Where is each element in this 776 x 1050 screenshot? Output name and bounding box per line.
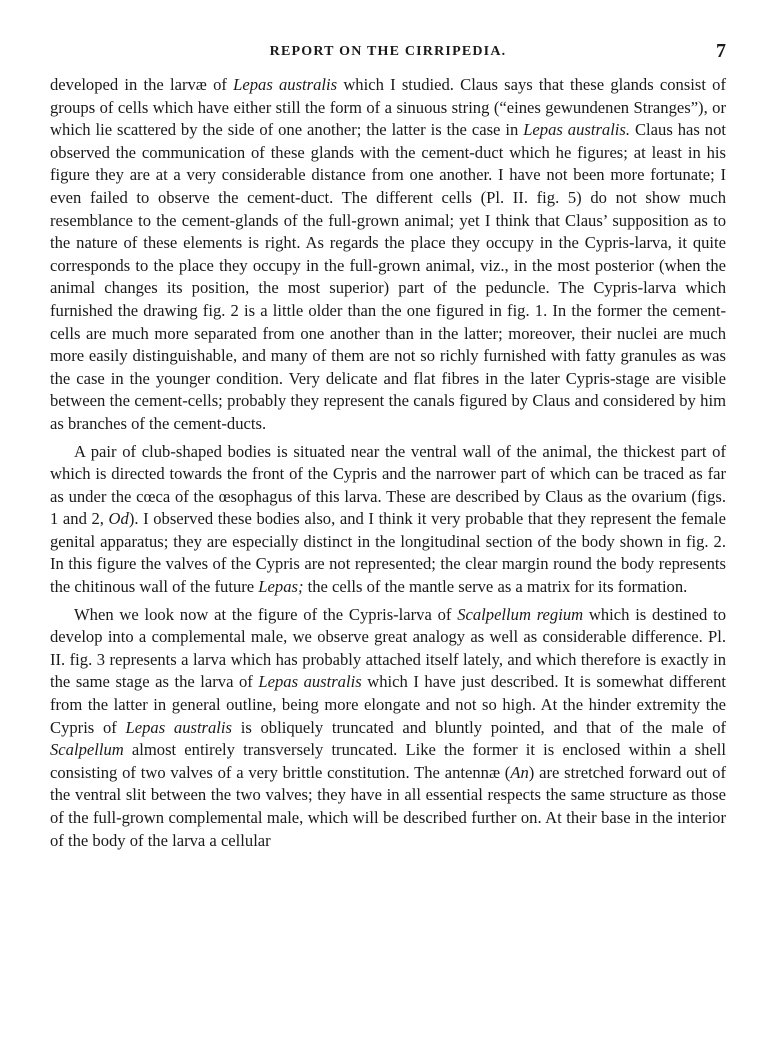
text-span: ) are stretched forward out of the ventral slit between the two valves; they have in all essential respects the same structure as those of the full-grown complemental male, which will be described further on. At their base in the interior of the body of the larva a cellular	[50, 762, 727, 850]
page	[50, 40, 726, 852]
paragraph-3	[50, 604, 726, 853]
paragraph-2	[50, 441, 726, 599]
figure-label: An	[510, 762, 529, 782]
text-span: ). I observed these bodies also, and I think it very probable that they represent the female genital apparatus; they are especially distinct in the longitudinal section of the body shown in fig. 2. In this figure the valves of the Cypris are not represented; the clear margin round the body represents the chitinous wall of the future	[50, 509, 726, 597]
text-span: which I have just described. It is somewhat different from the latter in general outline, being more elongate and not so high. At the hinder extremity the Cypris of	[50, 672, 726, 737]
species-name: Lepas australis	[233, 75, 338, 94]
text-span: is obliquely truncated and bluntly pointed, and that of the male of	[232, 717, 727, 737]
running-title: REPORT ON THE CIRRIPEDIA.	[269, 44, 507, 59]
text-span: A pair of club-shaped bodies is situated near the ventral wall of the animal, the thickest part of which is directed towards the front of the Cypris and the narrower part of which can be traced as far as under the cœca of the œsophagus of this larva. These are described by Claus as the ovarium (figs. 1 and 2,	[50, 441, 726, 529]
figure-label: Od	[108, 509, 129, 529]
text-span: the cells of the mantle serve as a matrix for its formation.	[303, 577, 688, 597]
body-text	[50, 74, 726, 852]
species-name: Lepas australis.	[523, 120, 631, 140]
page-number: 7	[716, 40, 726, 62]
paragraph-1	[50, 74, 726, 436]
genus-name: Lepas;	[258, 577, 304, 597]
species-name: Lepas australis	[258, 672, 362, 692]
genus-name: Scalpellum	[50, 740, 124, 760]
text-span: When we look now at the figure of the Cypris-larva of	[74, 604, 458, 624]
text-span: almost entirely transversely truncated. Like the former it is enclosed within a shell consisting of two valves of a very brittle constitution. The antennæ (	[50, 740, 726, 782]
species-name: Scalpellum regium	[457, 604, 584, 624]
species-name: Lepas australis	[125, 717, 232, 737]
text-span: which is destined to develop into a complemental male, we observe great analogy as well as considerable difference. Pl. II. fig. 3 represents a larva which has probably attached itself lately, and which therefore is exactly in the same stage as the larva of	[50, 604, 726, 692]
text-span: which I studied. Claus says that these glands consist of groups of cells which have either still the form of a sinuous string (“eines gewundenen Stranges”), or which lie scattered by the side of one another; the latter is the case in	[50, 75, 727, 140]
text-span: Claus has not observed the communication of these glands with the cement-duct which he figures; at least in his figure they are at a very considerable distance from one another. I have not been more fortunate; I even failed to observe the cement-duct. The different cells (Pl. II. fig. 5) do not show much resemblance to the cement-glands of the full-grown animal; yet I think that Claus’ supposition as to the nature of these elements is right. As regards the place they occupy in the Cypris-larva, it quite corresponds to the place they occupy in the full-grown animal, viz., in the most posterior (when the animal changes its position, the most superior) part of the peduncle. The Cypris-larva which furnished the drawing fig. 2 is a little older than the one figured in fig. 1. In the former the cement-cells are much more separated from one another than in the latter; moreover, their nuclei are much more easily distinguishable, and many of them are not so richly furnished with fatty granules as was the case in the younger condition. Very delicate and flat fibres in the later Cypris-stage are visible between the cement-cells; probably they represent the canals figured by Claus and considered by him as branches of the cement-ducts.	[50, 120, 726, 433]
running-header	[50, 40, 726, 64]
text-span: developed in the larvæ of	[50, 75, 234, 94]
